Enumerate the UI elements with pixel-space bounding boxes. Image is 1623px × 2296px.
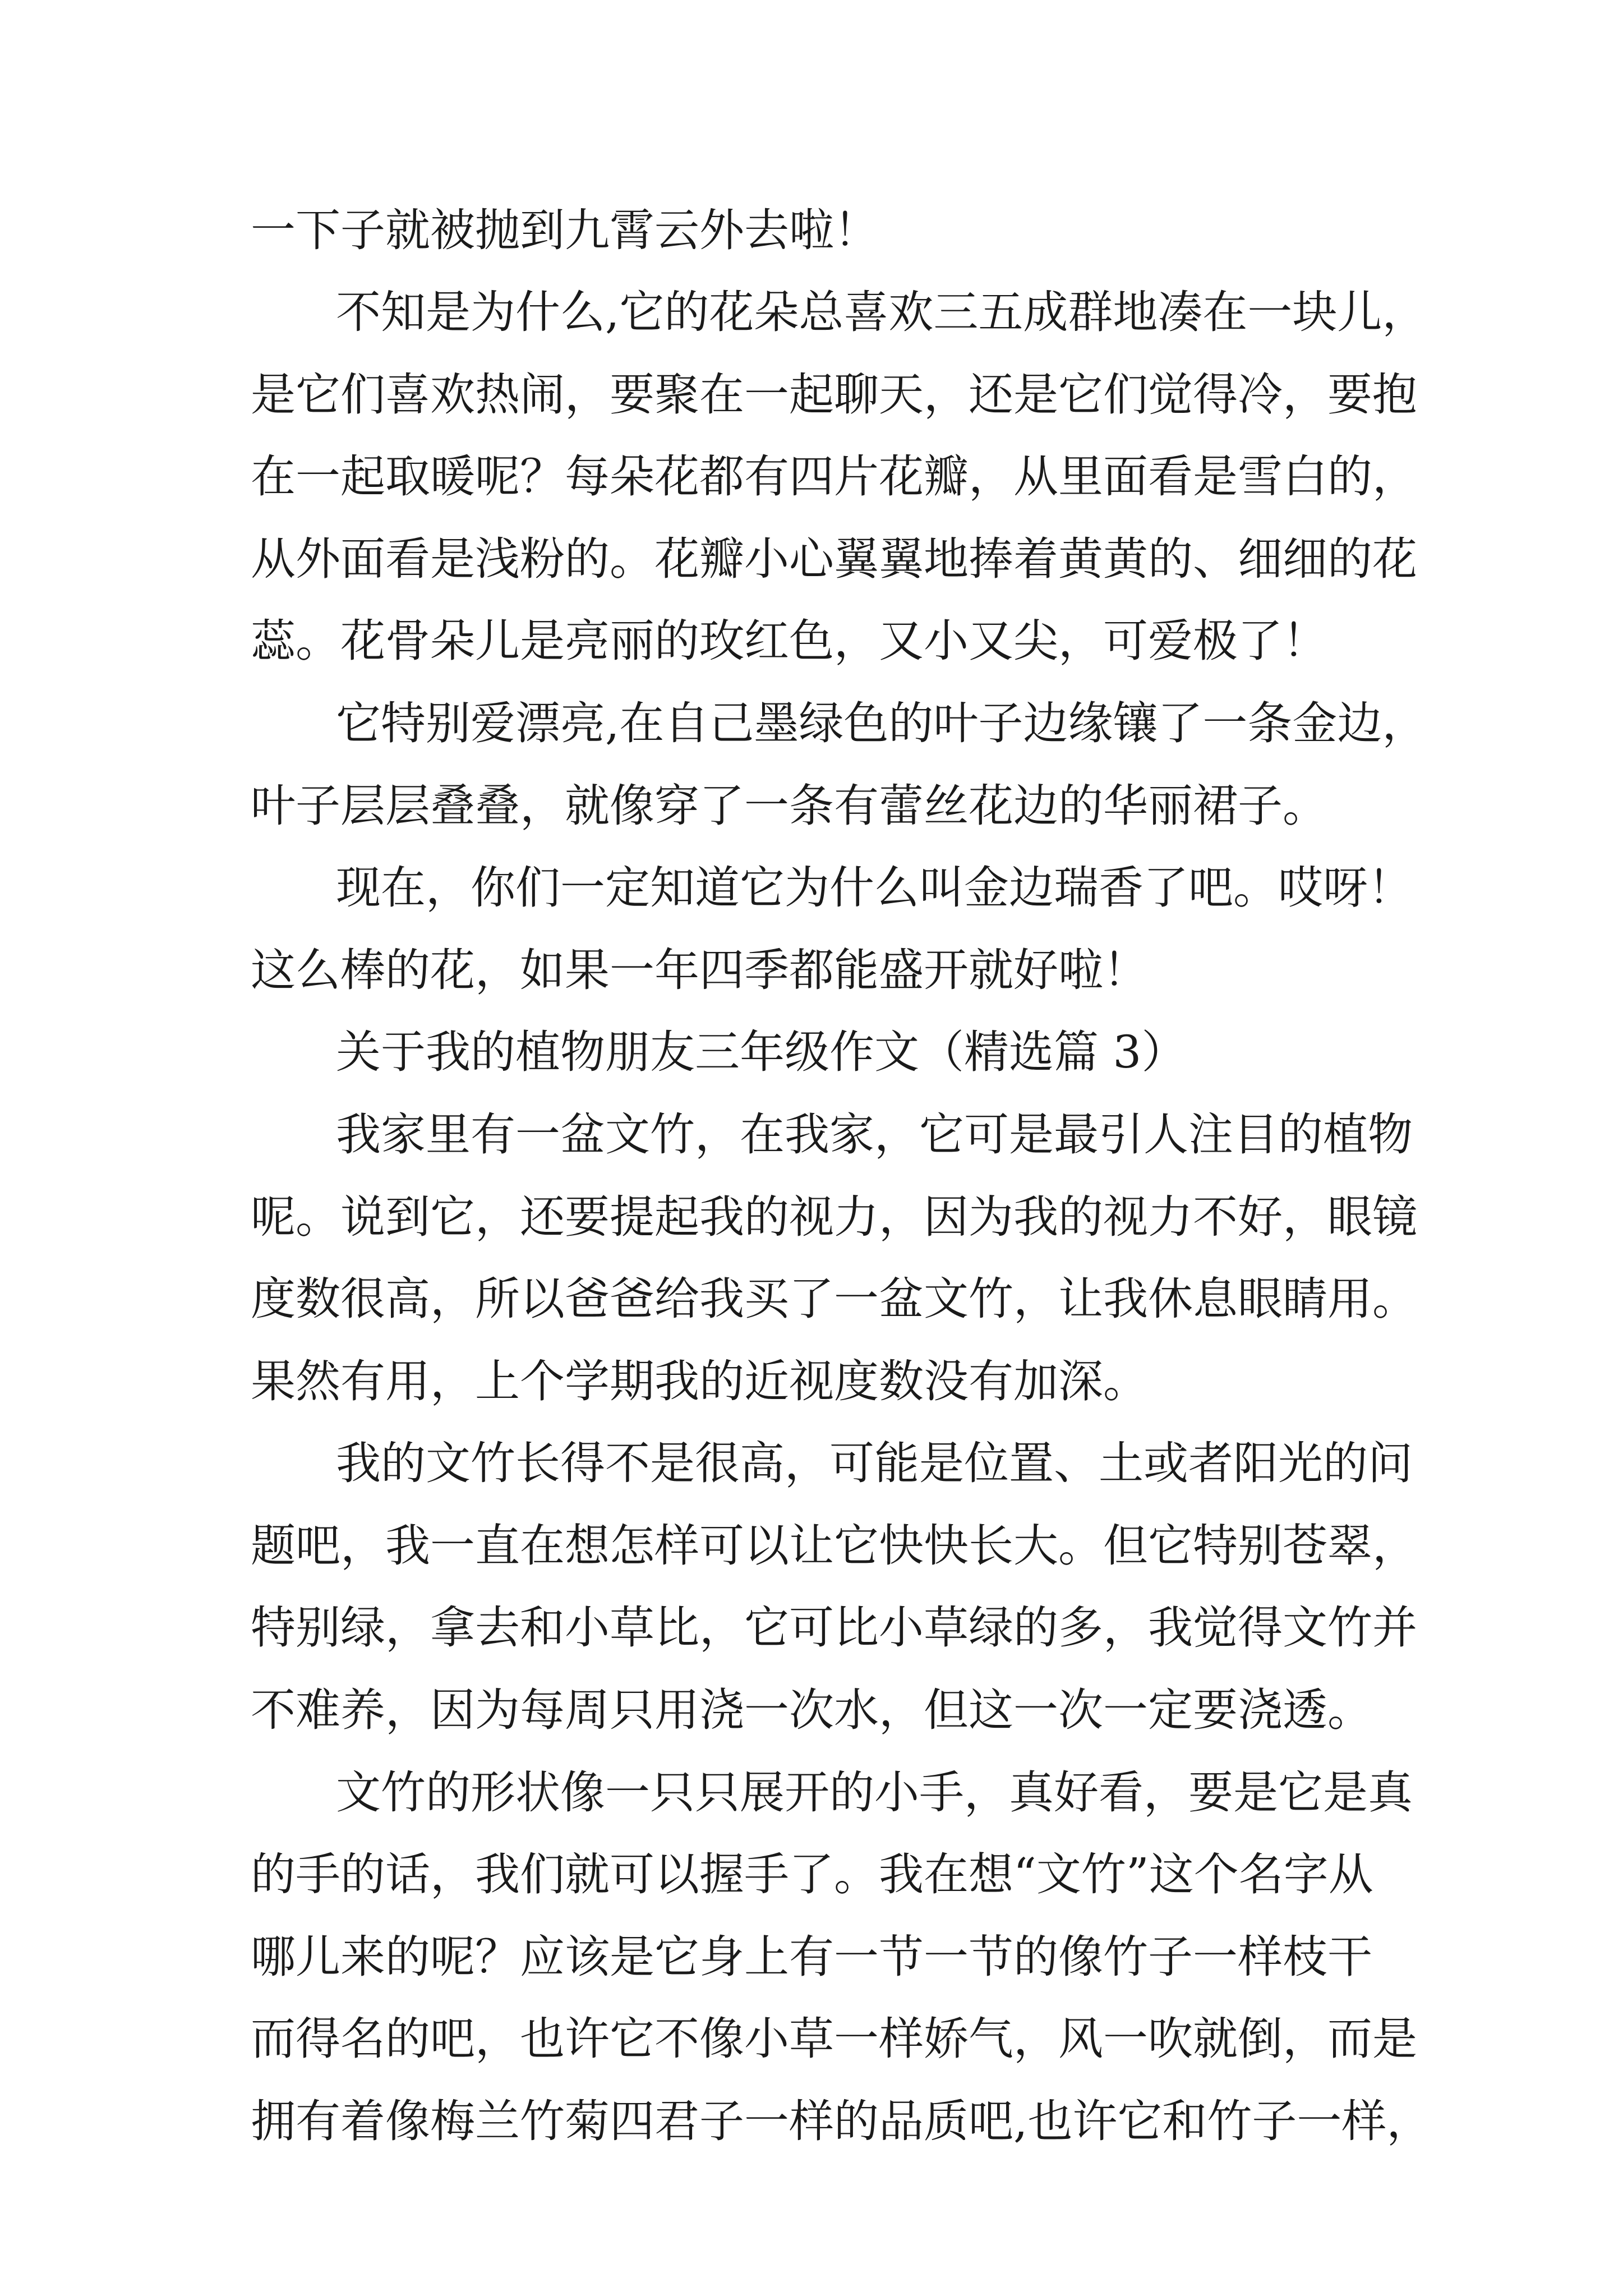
text-line: 的手的话，我们就可以握手了。我在想“文竹”这个名字从 (251, 1848, 1373, 1901)
text-line: 题吧，我一直在想怎样可以让它快快长大。但它特别苍翠， (251, 1520, 1417, 1572)
text-line: 不难养，因为每周只用浇一次水，但这一次一定要浇透。 (251, 1684, 1372, 1736)
text-line: 从外面看是浅粉的。花瓣小心翼翼地捧着黄黄的、细细的花 (251, 533, 1417, 585)
paragraph-start-line: 它特别爱漂亮,在自己墨绿色的叶子边缘镶了一条金边， (336, 697, 1427, 749)
text-line: 特别绿，拿去和小草比，它可比小草绿的多，我觉得文竹并 (251, 1602, 1417, 1654)
text-line: 一下子就被抛到九霄云外去啦！ (251, 204, 879, 256)
section-heading: 关于我的植物朋友三年级作文（精选篇 3） (336, 1026, 1187, 1078)
text-line: 在一起取暖呢？每朵花都有四片花瓣，从里面看是雪白的， (251, 450, 1417, 503)
text-line: 呢。说到它，还要提起我的视力，因为我的视力不好，眼镜 (251, 1191, 1417, 1243)
text-line: 叶子层层叠叠，就像穿了一条有蕾丝花边的华丽裙子。 (251, 780, 1327, 832)
paragraph-start-line: 文竹的形状像一只只展开的小手，真好看，要是它是真 (336, 1766, 1413, 1819)
text-line: 哪儿来的呢？应该是它身上有一节一节的像竹子一样枝干 (251, 1931, 1372, 1983)
text-line: 这么棒的花，如果一年四季都能盛开就好啦！ (251, 944, 1148, 996)
paragraph-start-line: 我的文竹长得不是很高，可能是位置、土或者阳光的问 (336, 1437, 1413, 1489)
paragraph-start-line: 我家里有一盆文竹，在我家，它可是最引人注目的植物 (336, 1108, 1413, 1161)
text-line: 是它们喜欢热闹，要聚在一起聊天，还是它们觉得冷，要抱 (251, 369, 1417, 421)
text-line: 拥有着像梅兰竹菊四君子一样的品质吧,也许它和竹子一样， (251, 2095, 1432, 2147)
paragraph-start-line: 现在，你们一定知道它为什么叫金边瑞香了吧。哎呀！ (336, 862, 1413, 914)
text-line: 而得名的吧，也许它不像小草一样娇气，风一吹就倒，而是 (251, 2013, 1417, 2065)
text-line: 蕊。花骨朵儿是亮丽的玫红色，又小又尖，可爱极了！ (251, 615, 1327, 667)
text-line: 度数很高，所以爸爸给我买了一盆文竹，让我休息眼睛用。 (251, 1273, 1417, 1325)
paragraph-start-line: 不知是为什么,它的花朵总喜欢三五成群地凑在一块儿， (336, 286, 1427, 338)
text-line: 果然有用，上个学期我的近视度数没有加深。 (251, 1355, 1148, 1407)
